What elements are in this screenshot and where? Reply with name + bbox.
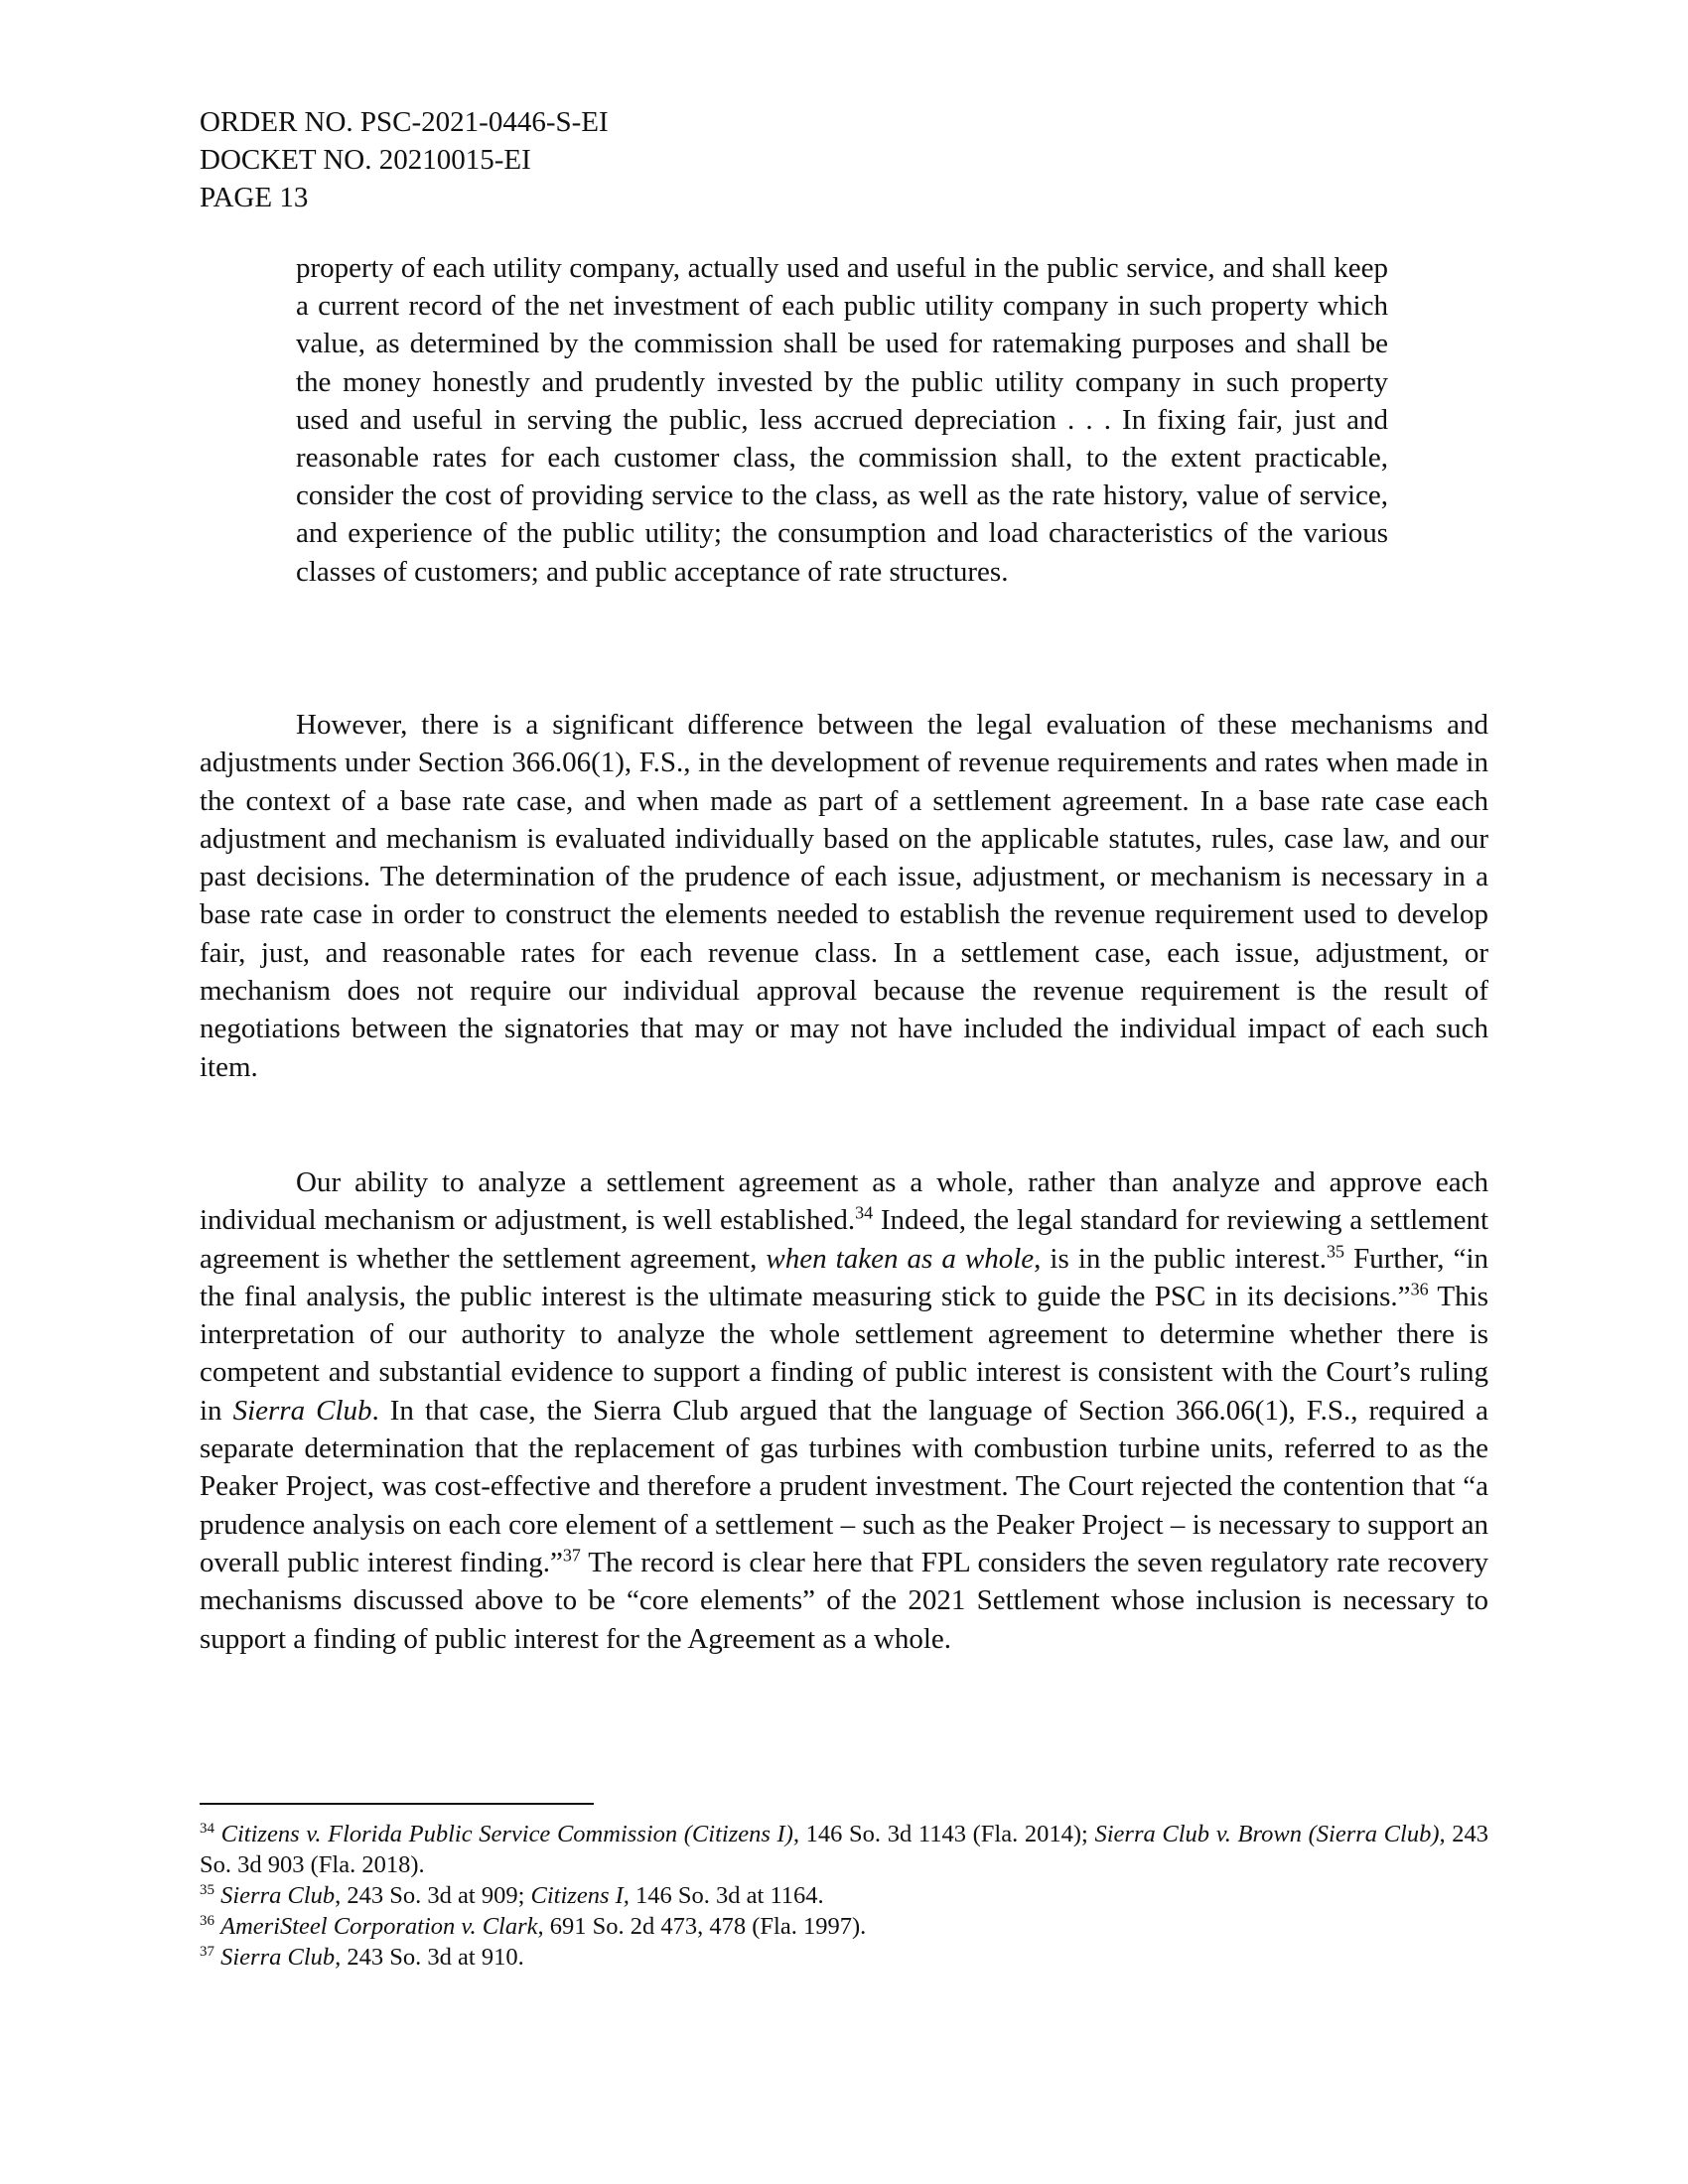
docket-number: DOCKET NO. 20210015-EI bbox=[200, 144, 531, 176]
paragraph-public-interest bbox=[200, 1163, 1488, 1658]
paragraph-text: , is in the public interest. bbox=[1034, 1242, 1328, 1275]
paragraph-text: This interpretation of our authority to analyze the whole settlement agreement to determine whether there is competent and substantial evidence to support a finding of public interest is consistent with the Court’s ruling in bbox=[200, 1280, 1488, 1427]
footnote-ref-34[interactable]: 34 bbox=[855, 1202, 874, 1223]
footnote-divider bbox=[200, 1803, 594, 1805]
footnote-citation-italic: Sierra Club, bbox=[220, 1944, 342, 1971]
case-name-sierra-club: Sierra Club bbox=[232, 1394, 372, 1427]
paragraph-text: Further, “in the final analysis, the public interest is the ultimate measuring stick to guide the PSC in its decisions.” bbox=[200, 1242, 1489, 1312]
footnote-ref-37[interactable]: 37 bbox=[562, 1545, 581, 1566]
footnote-ref-35[interactable]: 35 bbox=[1327, 1240, 1345, 1261]
document-header bbox=[200, 103, 609, 216]
footnote-citation-italic: Citizens v. Florida Public Service Commission (Citizens I), bbox=[220, 1821, 799, 1847]
paragraph-text: Indeed, the legal standard for reviewing a settlement agreement is whether the settlement agreement, bbox=[200, 1204, 1489, 1275]
order-number: ORDER NO. PSC-2021-0446-S-EI bbox=[200, 106, 609, 138]
footnotes-section bbox=[200, 1819, 1488, 1973]
footnote-citation-text: 243 So. 3d at 910. bbox=[341, 1944, 524, 1971]
paragraph-settlement-difference: However, there is a significant difference between the legal evaluation of these mechanisms and adjustments under Section 366.06(1), F.S., in the development of revenue requirements and rates when made in the context of a base rate case, and when made as part of a settlement agreement. In a base rate case each adjustment and mechanism is evaluated individually based on the applicable statutes, rules, case law, and our past decisions. The determination of the prudence of each issue, adjustment, or mechanism is necessary in a base rate case in order to construct the elements needed to establish the revenue requirement used to develop fair, just, and reasonable rates for each revenue class. In a settlement case, each issue, adjustment, or mechanism does not require our individual approval because the revenue requirement is the result of negotiations between the signatories that may or may not have included the individual impact of each such item. bbox=[200, 709, 1488, 1083]
footnote-37 bbox=[200, 1942, 1488, 1973]
footnote-ref-36[interactable]: 36 bbox=[1410, 1279, 1429, 1299]
footnote-citation-italic: Sierra Club v. Brown (Sierra Club), bbox=[1094, 1821, 1446, 1847]
footnote-number: 35 bbox=[200, 1881, 214, 1898]
footnote-35 bbox=[200, 1880, 1488, 1911]
footnote-36 bbox=[200, 1911, 1488, 1942]
footnote-34 bbox=[200, 1819, 1488, 1880]
footnote-citation-italic: Sierra Club bbox=[220, 1882, 336, 1909]
paragraph-emphasis: when taken as a whole bbox=[766, 1242, 1035, 1275]
footnote-citation-text: 243 So. 3d 903 (Fla. 2018). bbox=[200, 1821, 1489, 1878]
footnote-number: 37 bbox=[200, 1943, 214, 1960]
paragraph-text: The record is clear here that FPL considers the seven regulatory rate recovery mechanisms discussed above to be “core elements” of the 2021 Settlement whose inclusion is necessary to support a finding of public interest for the Agreement as a whole. bbox=[200, 1546, 1488, 1655]
footnote-citation-text: 691 So. 2d 473, 478 (Fla. 1997). bbox=[543, 1913, 867, 1940]
footnote-citation-italic: AmeriSteel Corporation v. Clark, bbox=[220, 1913, 544, 1940]
block-quote: property of each utility company, actually used and useful in the public service, and shall keep a current record of the net investment of each public utility company in such property which value, as determined by the commission shall be used for ratemaking purposes and shall be the money honestly and prudently invested by the public utility company in such property used and useful in serving the public, less accrued depreciation . . . In fixing fair, just and reasonable rates for each customer class, the commission shall, to the extent practicable, consider the cost of providing service to the class, as well as the rate history, value of service, and experience of the public utility; the consumption and load characteristics of the various classes of customers; and public acceptance of rate structures. bbox=[296, 252, 1388, 588]
footnote-citation-text: 146 So. 3d 1143 (Fla. 2014); bbox=[799, 1821, 1095, 1847]
paragraph-text: . In that case, the Sierra Club argued that the language of Section 366.06(1), F.S., required a separate determination that the replacement of gas turbines with combustion turbine units, referred to as the Peaker Project, was cost-effective and therefore a prudent investment. The Court rejected the contention that “a prudence analysis on each core element of a settlement – such as the Peaker Project – is necessary to support an overall public interest finding.” bbox=[200, 1394, 1488, 1578]
page-number: PAGE 13 bbox=[200, 182, 309, 213]
paragraph-text: Our ability to analyze a settlement agreement as a whole, rather than analyze and approve each individual mechanism or adjustment, is well established. bbox=[200, 1166, 1488, 1237]
footnote-number: 36 bbox=[200, 1912, 214, 1929]
footnote-citation-italic: Citizens I, bbox=[530, 1882, 630, 1909]
footnote-citation-text: , 243 So. 3d at 909; bbox=[335, 1882, 531, 1909]
footnote-number: 34 bbox=[200, 1820, 214, 1837]
footnote-citation-text: 146 So. 3d at 1164. bbox=[629, 1882, 824, 1909]
